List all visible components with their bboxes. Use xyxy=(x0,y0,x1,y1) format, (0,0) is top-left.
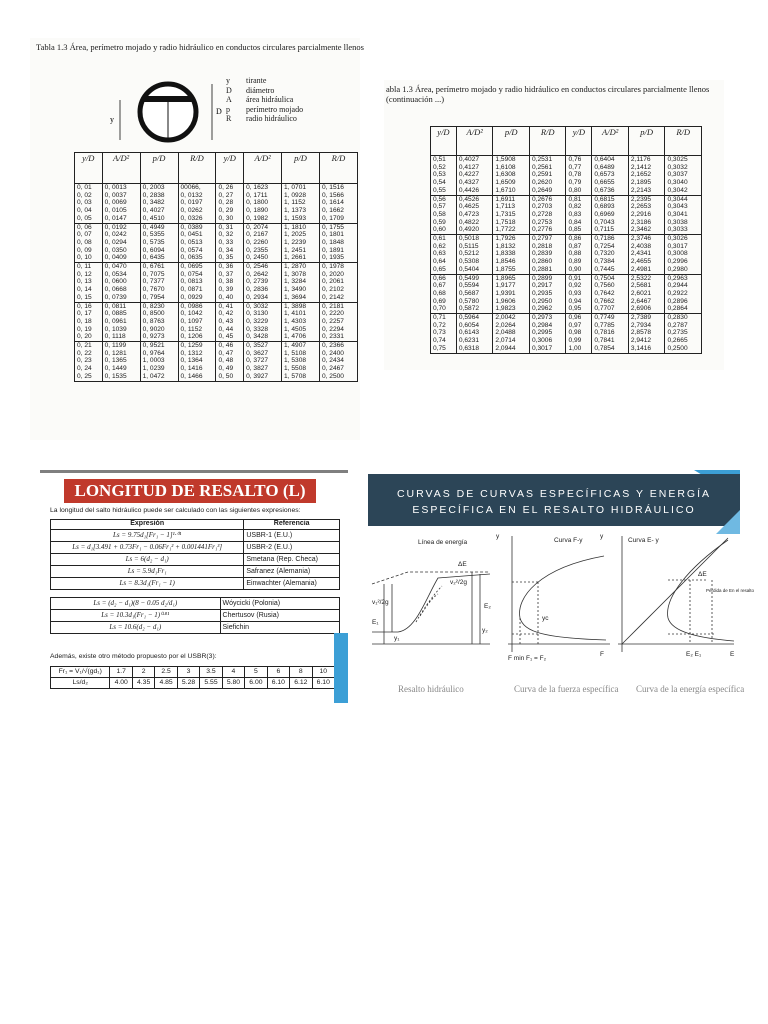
formula-expression: Ls = 10.6(d₂ − d₁) xyxy=(51,622,221,634)
table-cell: 0,91 0,92 0,93 0,94 0,95 xyxy=(566,274,592,314)
label-v2: v₂²/2g xyxy=(450,579,467,586)
curvas-slide xyxy=(368,470,755,710)
legend-symbol: D xyxy=(226,85,232,95)
label-y2: y₂ xyxy=(482,627,488,634)
table-row xyxy=(75,263,358,303)
label-linea-energia: Línea de energía xyxy=(418,539,468,546)
table-cell: 0, 16 0, 17 0, 18 0, 19 0, 20 xyxy=(75,302,103,342)
column-header: A/D² xyxy=(244,153,282,184)
table-cell: 0, 31 0, 32 0, 33 0, 34 0, 35 xyxy=(216,223,244,263)
table-cell: 0, 0986 0, 1042 0, 1097 0, 1152 0, 1206 xyxy=(178,302,216,342)
formula-expression: Ls = 8.3d₁(Fr₁ − 1) xyxy=(51,578,244,590)
legend-item xyxy=(226,105,303,115)
usbr-note: Además, existe otro método propuesto por el USBR(3): xyxy=(50,653,217,660)
table-scan-part1 xyxy=(30,38,364,440)
column-header: A/D² xyxy=(102,153,140,184)
table-cell: 0, 0013 0, 0037 0, 0069 0, 0105 0, 0147 xyxy=(102,184,140,224)
formula-row xyxy=(51,622,340,634)
label-e2: E₂ xyxy=(484,603,491,610)
table-cell: 2,2395 2,2653 2,2916 2,3186 2,3462 xyxy=(628,195,665,235)
table-cell: 0,51 0,52 0,53 0,54 0,55 xyxy=(431,156,457,196)
table-row xyxy=(75,184,358,224)
resalto-title: LONGITUD DE RESALTO (L) xyxy=(64,479,316,503)
table-cell: 0, 2181 0, 2220 0, 2257 0, 2294 0, 2331 xyxy=(319,302,357,342)
table-cell: 1,5908 1,6108 1,6308 1,6509 1,6710 xyxy=(493,156,530,196)
formula-expression: Ls = 9.75d₁[Fr₁ − 1]¹·⁰¹ xyxy=(51,530,244,542)
legend-symbol: R xyxy=(226,114,232,123)
hydraulic-table-2 xyxy=(430,126,702,354)
formula-expression: Ls = (d₂ − d₁)(8 − 0.05 d₂/d₁) xyxy=(51,598,221,610)
table-cell: 0, 21 0, 22 0, 23 0, 24 0, 25 xyxy=(75,342,103,382)
table-cell: 2,0042 2,0264 2,0488 2,0714 2,0944 xyxy=(493,314,530,354)
column-header: R/D xyxy=(319,153,357,184)
label-perdida: Pérdida de En el resalto xyxy=(706,588,755,593)
legend-text: diámetro xyxy=(246,85,275,95)
table-cell: 0, 2366 0, 2400 0, 2434 0, 2467 0, 2500 xyxy=(319,342,357,382)
hydraulic-table-1 xyxy=(74,152,358,382)
table-cell: 0,2899 0,2917 0,2935 0,2950 0,2962 xyxy=(529,274,566,314)
usbr-cell: 3 xyxy=(177,667,199,678)
label-e1: E₁ xyxy=(372,619,379,626)
label-delta-e: ΔE xyxy=(458,561,467,568)
table-cell: 2,1176 2,1412 2,1652 2,1895 2,2143 xyxy=(628,156,665,196)
pipe-section-diagram xyxy=(108,76,228,146)
label-delta-e-2: ΔE xyxy=(698,571,707,578)
usbr-cell: 2.5 xyxy=(155,667,177,678)
table-cell: 0,7749 0,7785 0,7816 0,7841 0,7854 xyxy=(592,314,629,354)
formula-expression: Ls = d₁[3.491 + 0.73Fr₁ − 0.06Fr₁² + 0.001441Fr₁³] xyxy=(51,542,244,554)
formula-reference: Chertusov (Rusia) xyxy=(220,610,339,622)
formula-reference: Einwachter (Alemania) xyxy=(244,578,340,590)
table-cell: 0,2830 0,2787 0,2735 0,2665 0,2500 xyxy=(665,314,702,354)
table-row xyxy=(431,156,702,196)
label-fmin: F min F₁ = F₂ xyxy=(508,655,547,662)
column-header: p/D xyxy=(282,153,320,184)
column-header: y/D xyxy=(431,127,457,156)
usbr-cell: 4.35 xyxy=(132,678,154,689)
col-expression: Expresión xyxy=(51,520,244,530)
usbr-cell: 6.10 xyxy=(267,678,289,689)
table-row xyxy=(75,223,358,263)
usbr-cell: 6.12 xyxy=(290,678,312,689)
table-cell: 0,76 0,77 0,78 0,79 0,80 xyxy=(566,156,592,196)
table-cell: 0,2963 0,2944 0,2922 0,2896 0,2864 xyxy=(665,274,702,314)
legend-item xyxy=(226,76,303,86)
table-cell: 0,56 0,57 0,58 0,59 0,60 xyxy=(431,195,457,235)
table-cell: 0, 6761 0, 7075 0, 7377 0, 7670 0, 7954 xyxy=(140,263,178,303)
column-header: A/D² xyxy=(592,127,629,156)
label-e: E xyxy=(730,651,735,658)
table-cell: 0,71 0,72 0,73 0,74 0,75 xyxy=(431,314,457,354)
formula-reference: Safranez (Alemania) xyxy=(244,566,340,578)
table-cell: 0,7504 0,7560 0,7642 0,7662 0,7707 xyxy=(592,274,629,314)
column-header: R/D xyxy=(529,127,566,156)
table-cell: 0, 1755 0, 1801 0, 1848 0, 1891 0, 1935 xyxy=(319,223,357,263)
column-header: y/D xyxy=(566,127,592,156)
table-cell: 0, 2074 0, 2167 0, 2260 0, 2355 0, 2450 xyxy=(244,223,282,263)
caption-energia: Curva de la energía específica xyxy=(636,684,745,694)
label-curva-fy: Curva F-y xyxy=(554,537,583,544)
table-cell: 0, 2003 0, 2838 0, 3482 0, 4027 0, 4510 xyxy=(140,184,178,224)
usbr-cell: 6 xyxy=(267,667,289,678)
table-cell: 0, 3527 0, 3627 0, 3727 0, 3827 0, 3927 xyxy=(244,342,282,382)
table-cell: 0, 11 0, 12 0, 13 0, 14 0, 15 xyxy=(75,263,103,303)
table-cell: 0,61 0,62 0,63 0,64 0,65 xyxy=(431,235,457,275)
formula-expression: Ls = 6(d₂ − d₁) xyxy=(51,554,244,566)
usbr-cell: 8 xyxy=(290,667,312,678)
table2-caption: abla 1.3 Área, perímetro mojado y radio hidráulico en conductos circulares parcialmente llenos (continuación ...) xyxy=(386,84,710,104)
usbr-cell: 5 xyxy=(245,667,267,678)
resalto-length-slide xyxy=(40,470,348,700)
table-cell: 2,5322 2,5681 2,6021 2,6467 2,6906 xyxy=(628,274,665,314)
water-surface xyxy=(142,96,194,102)
caption-fuerza: Curva de la fuerza específica xyxy=(514,684,619,694)
col-reference: Referencia xyxy=(244,520,340,530)
table-cell: 0,2973 0,2984 0,2995 0,3006 0,3017 xyxy=(529,314,566,354)
table-cell: 1, 2870 1, 3078 1, 3284 1, 3490 1, 3694 xyxy=(282,263,320,303)
formula-reference: Wóycicki (Polonia) xyxy=(220,598,339,610)
table-cell: 0, 36 0, 37 0, 38 0, 39 0, 40 xyxy=(216,263,244,303)
curvas-diagram xyxy=(368,528,755,710)
usbr-cell: 5.28 xyxy=(177,678,199,689)
table-cell: 0, 3032 0, 3130 0, 3229 0, 3328 0, 3428 xyxy=(244,302,282,342)
label-y-axis-2: y xyxy=(600,533,604,540)
table-scan-part2 xyxy=(384,80,724,370)
formula-row xyxy=(51,578,340,590)
table-cell: 0, 26 0, 27 0, 28 0, 29 0, 30 xyxy=(216,184,244,224)
label-yc: yc xyxy=(542,615,549,622)
table-cell: 0,86 0,87 0,88 0,89 0,90 xyxy=(566,235,592,275)
table-cell: 0, 1516 0, 1566 0, 1614 0, 1662 0, 1709 xyxy=(319,184,357,224)
table-cell: 0,96 0,97 0,98 0,99 1,00 xyxy=(566,314,592,354)
column-header: R/D xyxy=(665,127,702,156)
formula-row xyxy=(51,554,340,566)
table-cell: 1, 0701 1, 0928 1, 1152 1, 1373 1, 1593 xyxy=(282,184,320,224)
usbr-cell: 4.00 xyxy=(110,678,132,689)
table-cell: 0, 1623 0, 1711 0, 1800 0, 1890 0, 1982 xyxy=(244,184,282,224)
table-cell: 0, 4949 0, 5355 0, 5735 0, 6094 0, 6435 xyxy=(140,223,178,263)
table-cell: 0, 1259 0, 1312 0, 1364 0, 1416 0, 1466 xyxy=(178,342,216,382)
legend-text: perímetro mojado xyxy=(246,104,304,114)
table-cell: 0,81 0,82 0,83 0,84 0,85 xyxy=(566,195,592,235)
column-header: A/D² xyxy=(456,127,493,156)
formula-row xyxy=(51,610,340,622)
usbr-cell: Ls/d₂ xyxy=(51,678,110,689)
formula-row xyxy=(51,566,340,578)
table-cell: 2,3746 2,4038 2,4341 2,4655 2,4981 xyxy=(628,235,665,275)
table-cell: 0, 1199 0, 1281 0, 1365 0, 1449 0, 1535 xyxy=(102,342,140,382)
table-cell: 0,2797 0,2818 0,2839 0,2860 0,2881 xyxy=(529,235,566,275)
diagram-label-d: D xyxy=(216,107,222,116)
table-cell: 1,7926 1,8132 1,8338 1,8546 1,8755 xyxy=(493,235,530,275)
table-cell: 0, 1978 0, 2020 0, 2061 0, 2102 0, 2142 xyxy=(319,263,357,303)
label-y1: y₁ xyxy=(394,635,400,642)
table-cell: 00066, 0, 0132 0, 0197 0, 0262 0, 0326 xyxy=(178,184,216,224)
table-cell: 0,5018 0,5115 0,5212 0,5308 0,5404 xyxy=(456,235,493,275)
usbr-cell: 6.10 xyxy=(312,678,334,689)
formula-expression: Ls = 10.3d₁(Fr₁ − 1)⁰·⁸¹ xyxy=(51,610,221,622)
usbr-cell: Fr₁ = V₁/√(gd₁) xyxy=(51,667,110,678)
column-header: y/D xyxy=(75,153,103,184)
table-cell: 0,6815 0,6893 0,6969 0,7043 0,7115 xyxy=(592,195,629,235)
table-cell: 0, 41 0, 42 0, 43 0, 44 0, 45 xyxy=(216,302,244,342)
legend-text: radio hidráulico xyxy=(246,114,297,123)
usbr-cell: 10 xyxy=(312,667,334,678)
table1-caption: Tabla 1.3 Área, perímetro mojado y radio hidráulico en conductos circulares parcialmente llenos xyxy=(36,42,364,52)
table-cell: 0, 2546 0, 2642 0, 2739 0, 2836 0, 2934 xyxy=(244,263,282,303)
usbr-cell: 2 xyxy=(132,667,154,678)
table-cell: 0,4027 0,4127 0,4227 0,4327 0,4426 xyxy=(456,156,493,196)
usbr-cell: 4.85 xyxy=(155,678,177,689)
table-cell: 0,7186 0,7254 0,7320 0,7384 0,7445 xyxy=(592,235,629,275)
formula-reference: Siefichin xyxy=(220,622,339,634)
label-y-axis-1: y xyxy=(496,533,500,540)
curvas-banner xyxy=(368,474,740,526)
table-row xyxy=(431,195,702,235)
symbol-legend xyxy=(226,76,303,124)
table-cell: 0,2531 0,2561 0,2591 0,2620 0,2649 xyxy=(529,156,566,196)
formula-expression: Ls = 5.9d₁Fr₁ xyxy=(51,566,244,578)
table-cell: 0, 8230 0, 8500 0, 8763 0, 9020 0, 9273 xyxy=(140,302,178,342)
formula-reference: USBR-1 (E.U.) xyxy=(244,530,340,542)
formula-row xyxy=(51,542,340,554)
formula-reference: Smetana (Rep. Checa) xyxy=(244,554,340,566)
table-row xyxy=(431,314,702,354)
table-cell: 0, 0811 0, 0885 0, 0961 0, 1039 0, 1118 xyxy=(102,302,140,342)
curvas-title-2: ESPECÍFICA EN EL RESALTO HIDRÁULICO xyxy=(412,504,696,516)
resalto-intro: La longitud del salto hidráulico puede ser calculado con las siguientes expresiones: xyxy=(50,507,301,514)
legend-item xyxy=(226,114,303,124)
table-row xyxy=(431,235,702,275)
curvas-title-1: CURVAS DE CURVAS ESPECÍFICAS Y ENERGÍA xyxy=(396,488,712,500)
table-cell: 0, 01 0, 02 0, 03 0, 04 0, 05 xyxy=(75,184,103,224)
legend-symbol: A xyxy=(226,95,232,104)
resalto-formula-table xyxy=(50,519,340,590)
usbr-table xyxy=(50,666,335,689)
table-cell: 0,3026 0,3017 0,3008 0,2996 0,2980 xyxy=(665,235,702,275)
table-cell: 0, 06 0, 07 0, 08 0, 09 0, 10 xyxy=(75,223,103,263)
usbr-cell: 1.7 xyxy=(110,667,132,678)
table-cell: 0,66 0,67 0,68 0,69 0,70 xyxy=(431,274,457,314)
table-cell: 0, 0695 0, 0754 0, 0813 0, 0871 0, 0929 xyxy=(178,263,216,303)
table-cell: 0, 46 0, 47 0, 48 0, 49 0, 50 xyxy=(216,342,244,382)
table-cell: 0,5964 0,6054 0,6143 0,6231 0,6318 xyxy=(456,314,493,354)
resalto-formula-table-2 xyxy=(50,597,340,634)
column-header: y/D xyxy=(216,153,244,184)
force-curve xyxy=(520,556,606,640)
table-cell: 0,3025 0,3032 0,3037 0,3040 0,3042 xyxy=(665,156,702,196)
table-cell: 0,3044 0,3043 0,3041 0,3038 0,3033 xyxy=(665,195,702,235)
legend-symbol: p xyxy=(226,104,230,114)
table-row xyxy=(431,274,702,314)
table-cell: 0,4526 0,4625 0,4723 0,4822 0,4920 xyxy=(456,195,493,235)
table-cell: 0,2676 0,2703 0,2728 0,2753 0,2776 xyxy=(529,195,566,235)
usbr-row xyxy=(51,667,335,678)
table-cell: 0, 0192 0, 0242 0, 0294 0, 0350 0, 0409 xyxy=(102,223,140,263)
column-header: p/D xyxy=(493,127,530,156)
column-header: p/D xyxy=(628,127,665,156)
column-header: R/D xyxy=(178,153,216,184)
table-cell: 0, 0470 0, 0534 0, 0600 0, 0668 0, 0739 xyxy=(102,263,140,303)
table-row xyxy=(75,342,358,382)
formula-reference: USBR-2 (E.U.) xyxy=(244,542,340,554)
label-f: F xyxy=(600,651,604,658)
table-cell: 1, 3898 1, 4101 1, 4303 1, 4505 1, 4706 xyxy=(282,302,320,342)
usbr-cell: 3.5 xyxy=(200,667,222,678)
label-curva-ey: Curva E- y xyxy=(628,537,659,544)
diagram-label-y: y xyxy=(110,115,114,124)
usbr-row xyxy=(51,678,335,689)
table-cell: 1, 4907 1, 5108 1, 5308 1, 5508 1, 5708 xyxy=(282,342,320,382)
usbr-cell: 6.00 xyxy=(245,678,267,689)
table-cell: 1,6911 1,7113 1,7315 1,7518 1,7722 xyxy=(493,195,530,235)
jump-roller xyxy=(416,586,442,622)
table-cell: 0, 9521 0, 9764 1, 0003 1, 0239 1, 0472 xyxy=(140,342,178,382)
column-header: p/D xyxy=(140,153,178,184)
legend-item xyxy=(226,86,303,96)
caption-resalto: Resalto hidráulico xyxy=(398,684,464,694)
table-cell: 0, 0389 0, 0451 0, 0513 0, 0574 0, 0635 xyxy=(178,223,216,263)
label-v1: v₁²/2g xyxy=(372,599,389,606)
usbr-cell: 4 xyxy=(222,667,244,678)
legend-symbol: y xyxy=(226,76,230,85)
formula-row xyxy=(51,598,340,610)
table-cell: 2,7389 2,7934 2,8578 2,9412 3,1416 xyxy=(628,314,665,354)
table-cell: 1, 1810 1, 2025 1, 2239 1, 2451 1, 2661 xyxy=(282,223,320,263)
table-cell: 0,5499 0,5594 0,5687 0,5780 0,5872 xyxy=(456,274,493,314)
table-cell: 1,8965 1,9177 1,9391 1,9606 1,9823 xyxy=(493,274,530,314)
legend-text: tirante xyxy=(246,76,267,85)
usbr-cell: 5.55 xyxy=(200,678,222,689)
accent-bar xyxy=(334,633,348,703)
table-row xyxy=(75,302,358,342)
label-e2-e1: E₂ E₁ xyxy=(686,651,702,658)
legend-item xyxy=(226,95,303,105)
usbr-cell: 5.80 xyxy=(222,678,244,689)
legend-text: área hidráulica xyxy=(246,95,294,104)
formula-row xyxy=(51,530,340,542)
table-cell: 0,6404 0,6489 0,6573 0,6655 0,6736 xyxy=(592,156,629,196)
